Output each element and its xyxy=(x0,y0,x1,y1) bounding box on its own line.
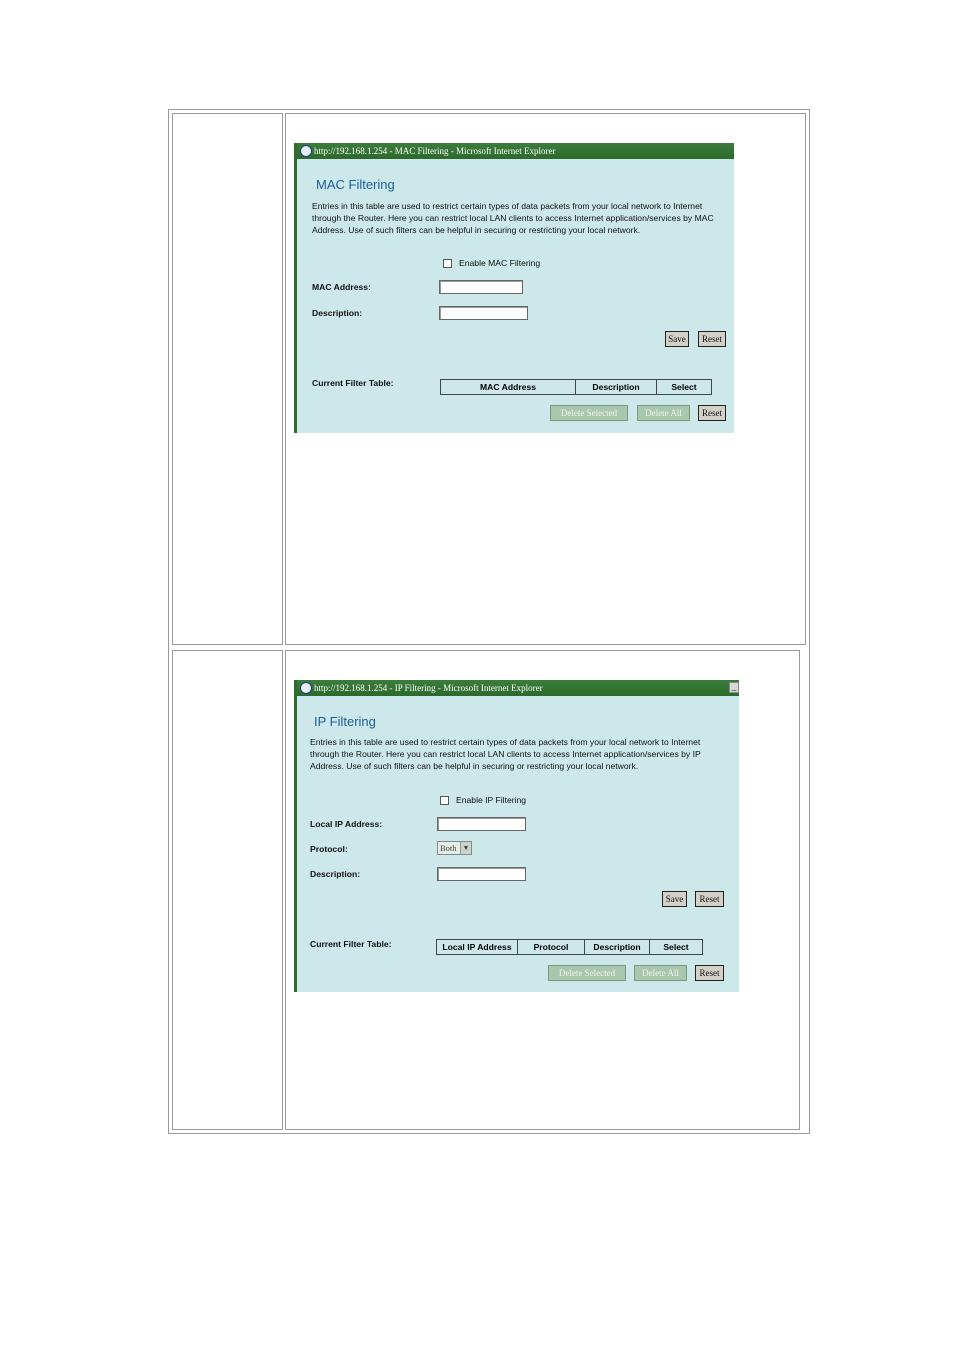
current-filter-table-label: Current Filter Table: xyxy=(312,378,394,388)
delete-selected-button[interactable]: Delete Selected xyxy=(548,965,626,981)
enable-ip-filtering-label: Enable IP Filtering xyxy=(456,795,527,805)
page-title: IP Filtering xyxy=(314,714,376,729)
protocol-select-value: Both xyxy=(440,843,457,853)
column-header-select: Select xyxy=(650,940,703,955)
window-title: http://192.168.1.254 - MAC Filtering - Microsoft Internet Explorer xyxy=(314,146,556,156)
minimize-icon[interactable]: _ xyxy=(729,682,739,693)
current-filter-table xyxy=(436,939,703,955)
mac-address-input[interactable] xyxy=(439,280,523,294)
column-header-mac-address: MAC Address xyxy=(441,380,576,395)
local-ip-address-input[interactable] xyxy=(437,817,526,831)
table-reset-button[interactable]: Reset xyxy=(698,405,726,421)
column-header-description: Description xyxy=(576,380,657,395)
description-input[interactable] xyxy=(437,867,526,881)
protocol-select[interactable] xyxy=(437,841,472,855)
mac-filtering-window xyxy=(294,143,734,433)
column-header-description: Description xyxy=(585,940,650,955)
delete-all-button[interactable]: Delete All xyxy=(634,965,687,981)
enable-mac-filtering-label: Enable MAC Filtering xyxy=(459,258,541,268)
internet-explorer-icon xyxy=(300,682,312,694)
current-filter-table-label: Current Filter Table: xyxy=(310,939,392,949)
chevron-down-icon[interactable]: ▼ xyxy=(460,842,471,854)
description-label: Description: xyxy=(312,308,363,318)
table-cell-left-2 xyxy=(172,650,283,1130)
window-title: http://192.168.1.254 - IP Filtering - Microsoft Internet Explorer xyxy=(314,683,543,693)
current-filter-table xyxy=(440,379,712,395)
enable-ip-filtering-checkbox[interactable] xyxy=(440,796,449,805)
page-description: Entries in this table are used to restrict certain types of data packets from your local network to Internet through the Router. Here you can restrict local LAN clients to access Internet application/services by IP Address. Use of such filters can be helpful in securing or restricting your local network. xyxy=(310,737,701,771)
reset-button[interactable]: Reset xyxy=(698,331,726,347)
window-title-bar xyxy=(297,143,734,159)
column-header-select: Select xyxy=(657,380,712,395)
table-header-row xyxy=(437,940,703,955)
table-reset-button[interactable]: Reset xyxy=(695,965,724,981)
description-input[interactable] xyxy=(439,306,528,320)
delete-selected-button[interactable]: Delete Selected xyxy=(550,405,628,421)
delete-all-button[interactable]: Delete All xyxy=(637,405,690,421)
table-cell-left-1 xyxy=(172,113,283,645)
page-title: MAC Filtering xyxy=(316,177,395,192)
save-button[interactable]: Save xyxy=(662,891,687,907)
column-header-local-ip-address: Local IP Address xyxy=(437,940,518,955)
description-label: Description: xyxy=(310,869,361,879)
internet-explorer-icon xyxy=(300,145,312,157)
column-header-protocol: Protocol xyxy=(518,940,585,955)
page-description: Entries in this table are used to restrict certain types of data packets from your local network to Internet through the Router. Here you can restrict local LAN clients to access Internet application/services by MAC Address. Use of such filters can be helpful in securing or restricting your local network. xyxy=(312,201,714,235)
protocol-label: Protocol: xyxy=(310,844,348,854)
window-title-bar xyxy=(297,680,739,696)
mac-address-label: MAC Address: xyxy=(312,282,371,292)
reset-button[interactable]: Reset xyxy=(695,891,724,907)
local-ip-address-label: Local IP Address: xyxy=(310,819,383,829)
save-button[interactable]: Save xyxy=(665,331,689,347)
table-header-row xyxy=(441,380,712,395)
ip-filtering-window xyxy=(294,680,739,992)
enable-mac-filtering-checkbox[interactable] xyxy=(443,259,452,268)
